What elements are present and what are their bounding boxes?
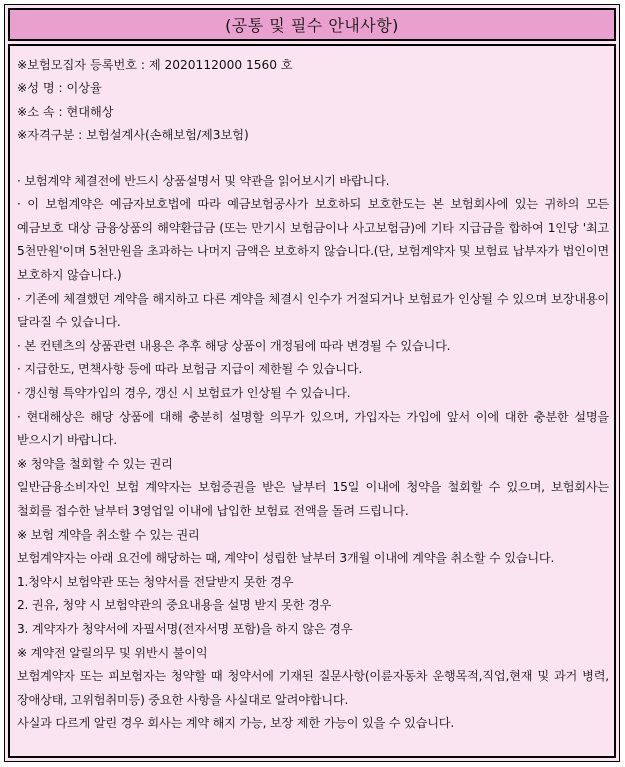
notice-paragraph: 보험계약자는 아래 요건에 해당하는 때, 계약이 성립한 날부터 3개월 이내에 계약을 취소할 수 있습니다. [17,551,555,566]
notice-paragraph: · 현대해상은 해당 상품에 대해 충분히 설명할 의무가 있으며, 가입자는 가입에 앞서 이에 대한 충분한 설명을 받으시기 바랍니다. [17,409,609,448]
notice-paragraph: · 기존에 체결했던 계약을 해지하고 다른 계약을 체결시 인수가 거절되거나 보험료가 인상될 수 있으며 보장내용이 달라질 수 있습니다. [17,291,609,330]
registration-number: ※보험모집자 등록번호 : 제 2020112000 1560 호 [17,58,293,72]
notice-page [4,4,620,762]
notice-body [8,44,616,758]
notice-paragraph: · 보험계약 체결전에 반드시 상품설명서 및 약관을 읽어보시기 바랍니다. [17,173,390,188]
list-item: 1.청약시 보험약관 또는 청약서를 전달받지 못한 경우 [17,574,294,589]
notice-paragraph: 사실과 다르게 알린 경우 회사는 계약 해지 가능, 보장 제한 가능이 있을 수 있습니다. [17,716,455,731]
agent-name: ※성 명 : 이상율 [17,81,102,96]
notice-paragraph: · 갱신형 특약가입의 경우, 갱신 시 보험료가 인상될 수 있습니다. [17,385,351,400]
list-item: 3. 계약자가 청약서에 자필서명(전자서명 포함)을 하지 않은 경우 [17,621,353,636]
notice-paragraph: · 지급한도, 면책사항 등에 따라 보험금 지급이 제한될 수 있습니다. [17,362,362,377]
agent-info [17,54,609,148]
section-heading: ※ 계약전 알릴의무 및 위반시 불이익 [17,645,208,660]
agent-qualification: ※자격구분 : 보험설계사(손해보험/제3보험) [17,128,249,143]
section-heading: ※ 청약을 철회할 수 있는 권리 [17,456,173,471]
notice-paragraph: 일반금융소비자인 보험 계약자는 보험증권을 받은 날부터 15일 이내에 청약을 철회할 수 있으며, 보험회사는 철회를 접수한 날부터 3영업일 이내에 납입한 보험료 전액을 돌려 드립니다. [17,480,609,518]
notice-paragraph: 보험계약자 또는 피보험자는 청약할 때 청약서에 기재된 질문사항(이륜자동차 운행목적,직업,현재 및 과거 병력, 장애상태, 고위험취미등) 중요한 사항을 사실대로 알려야합니다. [17,669,609,707]
agent-affiliation: ※소 속 : 현대해상 [17,104,114,119]
notice-paragraph: · 본 컨텐츠의 상품관련 내용은 추후 해당 상품이 개정됨에 따라 변경될 수 있습니다. [17,338,451,353]
spacer [17,148,609,170]
notice-content [17,170,609,736]
notice-paragraph: · 이 보험계약은 예금자보호법에 따라 예금보험공사가 보호하되 보호한도는 본 보험회사에 있는 귀하의 모든 예금보호 대상 금융상품의 해약환급금 (또는 만기시 보험금이나 사고보험금)에 기타 지급금을 합하여 1인당 '최고 5천만원'이며 5천만원을 초과하는 나머지 금액은 보호하지 않습니다.(단, 보험계약자 및 보험료 납부자가 법인이면 보호하지 않습니다.) [17,197,609,282]
notice-title: (공통 및 필수 안내사항) [225,16,399,35]
section-heading: ※ 보험 계약을 취소할 수 있는 권리 [17,527,200,542]
notice-title-bar [8,8,616,41]
list-item: 2. 권유, 청약 시 보험약관의 중요내용을 설명 받지 못한 경우 [17,598,332,613]
